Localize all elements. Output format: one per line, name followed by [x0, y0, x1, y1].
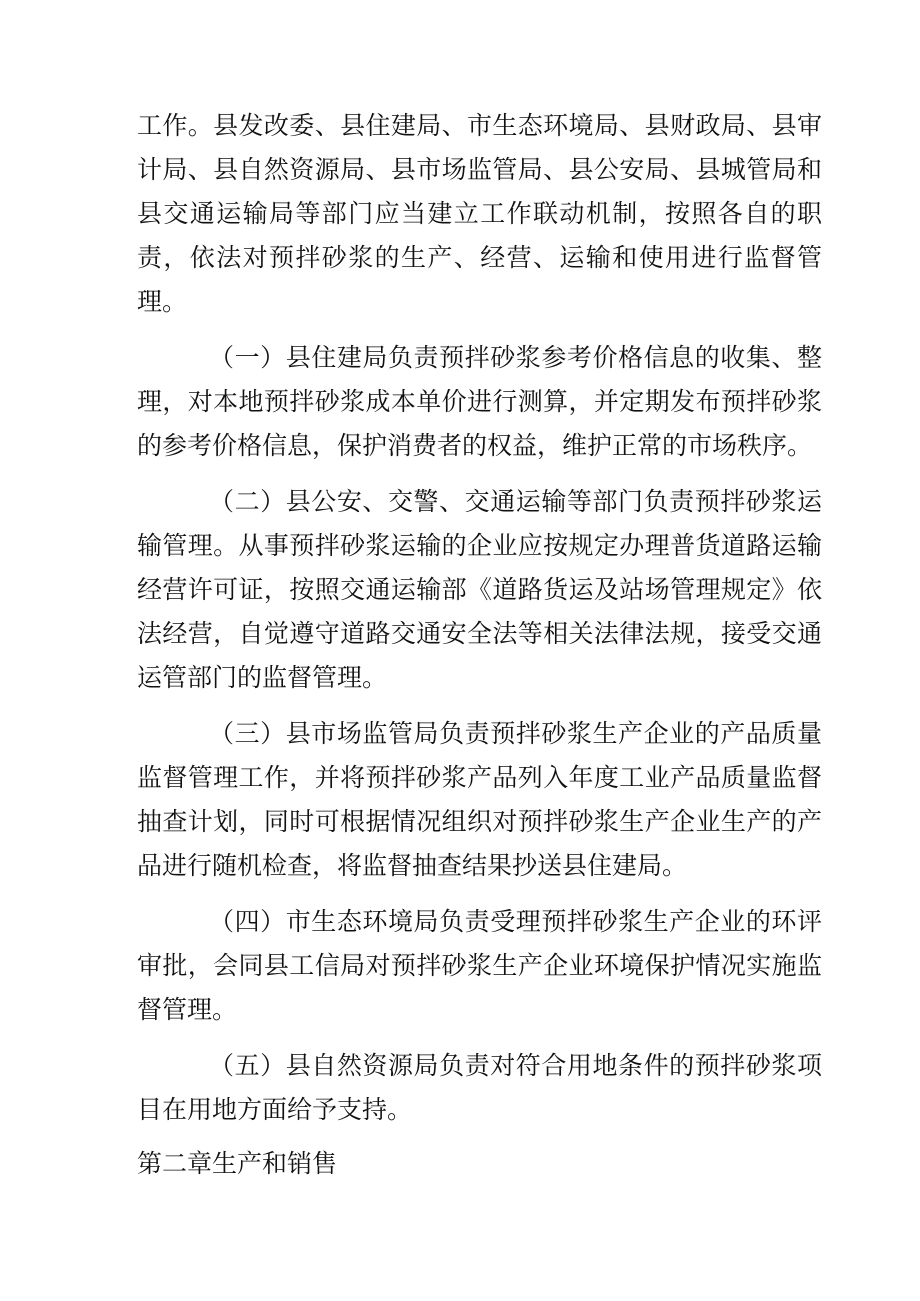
paragraph-item-3: （三）县市场监管局负责预拌砂浆生产企业的产品质量监督管理工作，并将预拌砂浆产品列入年度工业产品质量监督抽查计划，同时可根据情况组织对预拌砂浆生产企业生产的产品进行随机检查，将监督抽查结果抄送县住建局。 — [137, 719, 822, 880]
paragraph-intro: 工作。县发改委、县住建局、市生态环境局、县财政局、县审计局、县自然资源局、县市场监管局、县公安局、县城管局和县交通运输局等部门应当建立工作联动机制，按照各自的职责，依法对预拌砂浆的生产、经营、运输和使用进行监督管理。 — [137, 111, 822, 316]
chapter-heading: 第二章生产和销售 — [137, 1149, 338, 1178]
document-body — [137, 104, 822, 1186]
paragraph-item-1: （一）县住建局负责预拌砂浆参考价格信息的收集、整理，对本地预拌砂浆成本单价进行测算，并定期发布预拌砂浆的参考价格信息，保护消费者的权益，维护正常的市场秩序。 — [137, 343, 822, 460]
paragraph-item-5: （五）县自然资源局负责对符合用地条件的预拌砂浆项目在用地方面给予支持。 — [137, 1051, 822, 1124]
paragraph-item-2: （二）县公安、交警、交通运输等部门负责预拌砂浆运输管理。从事预拌砂浆运输的企业应按规定办理普货道路运输经营许可证，按照交通运输部《道路货运及站场管理规定》依法经营，自觉遵守道路交通安全法等相关法律法规，接受交通运管部门的监督管理。 — [137, 487, 822, 692]
paragraph-item-4: （四）市生态环境局负责受理预拌砂浆生产企业的环评审批，会同县工信局对预拌砂浆生产企业环境保护情况实施监督管理。 — [137, 907, 822, 1024]
